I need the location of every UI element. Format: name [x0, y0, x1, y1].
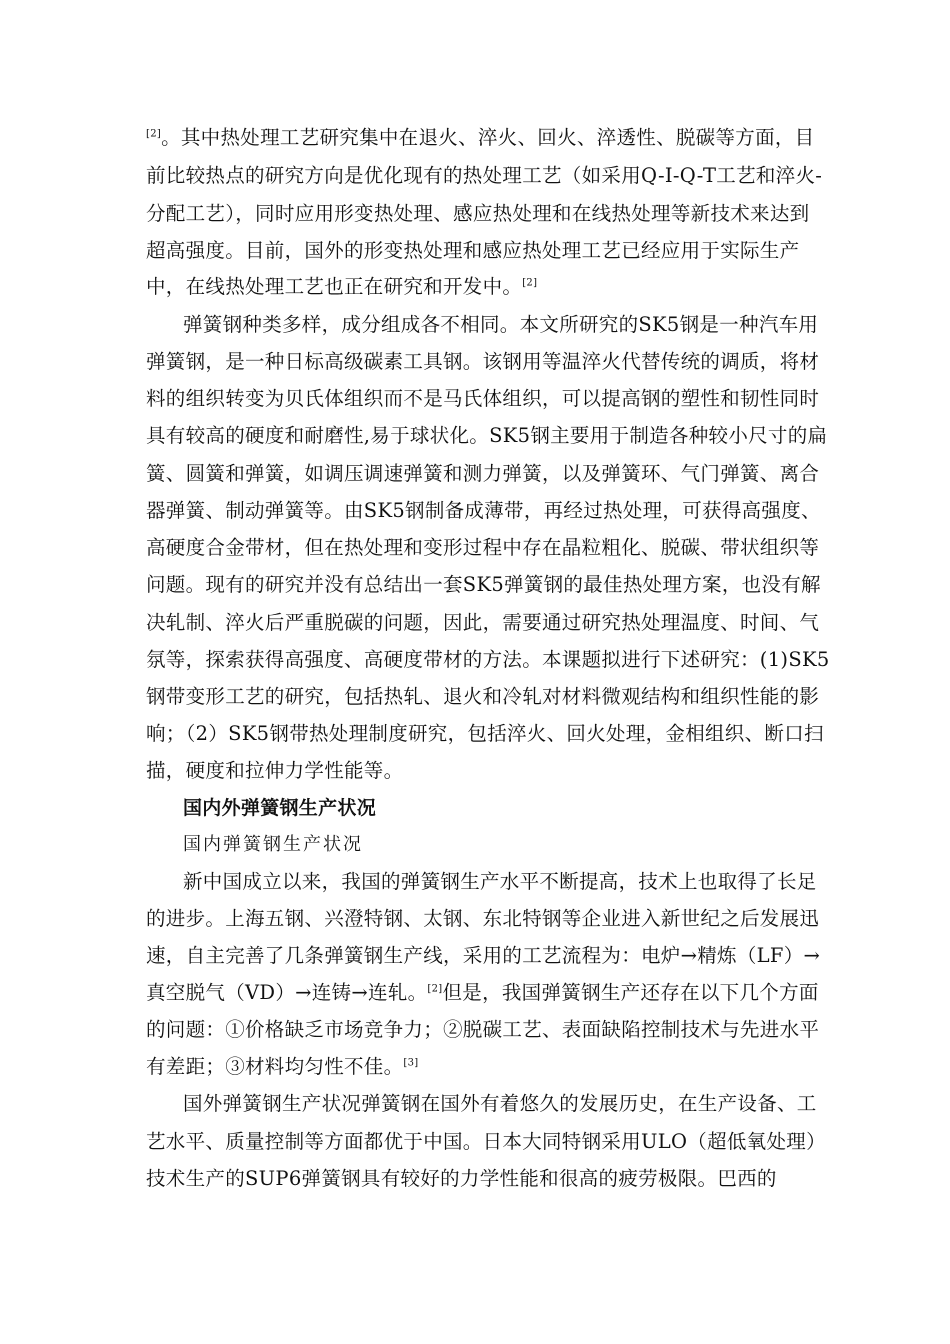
text-line: 艺水平、质量控制等方面都优于中国。日本大同特钢采用ULO（超低氧处理） — [146, 1130, 826, 1153]
citation-ref[interactable]: [2] — [522, 277, 538, 289]
text-line: [2]。其中热处理工艺研究集中在退火、淬火、回火、淬透性、脱碳等方面，目 — [146, 126, 815, 149]
text-line: 的进步。上海五钢、兴澄特钢、太钢、东北特钢等企业进入新世纪之后发展迅 — [146, 907, 820, 930]
text-line: 问题。现有的研究并没有总结出一套SK5弹簧钢的最佳热处理方案，也没有解 — [146, 573, 821, 596]
text-line: 响；（2）SK5钢带热处理制度研究，包括淬火、回火处理，金相组织、断口扫 — [146, 722, 824, 745]
text-line: 真空脱气（VD）→连铸→连轧。[2]但是，我国弹簧钢生产还存在以下几个方面 — [146, 981, 819, 1004]
text-line: 料的组织转变为贝氏体组织而不是马氏体组织，可以提高钢的塑性和韧性同时 — [146, 387, 820, 410]
text-line: 弹簧钢，是一种日标高级碳素工具钢。该钢用等温淬火代替传统的调质，将材 — [146, 350, 820, 373]
citation-ref[interactable]: [2] — [427, 983, 443, 995]
citation-ref[interactable]: [3] — [403, 1057, 419, 1069]
text-line: 具有较高的硬度和耐磨性,易于球状化。SK5钢主要用于制造各种较小尺寸的扁 — [146, 424, 828, 447]
text-line: 描，硬度和拉伸力学性能等。 — [146, 759, 404, 782]
text-line: 速，自主完善了几条弹簧钢生产线，采用的工艺流程为：电炉→精炼（LF）→ — [146, 944, 821, 967]
section-heading: 国内外弹簧钢生产状况 — [183, 797, 377, 819]
paragraph-first-line: 国外弹簧钢生产状况弹簧钢在国外有着悠久的发展历史，在生产设备、工 — [183, 1092, 817, 1115]
subsection-heading: 国内弹簧钢生产状况 — [183, 834, 363, 855]
text-line: 技术生产的SUP6弹簧钢具有较好的力学性能和很高的疲劳极限。巴西的 — [146, 1167, 777, 1190]
text-line: 的问题：①价格缺乏市场竞争力；②脱碳工艺、表面缺陷控制技术与先进水平 — [146, 1018, 820, 1041]
paragraph-first-line: 新中国成立以来，我国的弹簧钢生产水平不断提高，技术上也取得了长足 — [183, 870, 817, 893]
text-line: 簧、圆簧和弹簧，如调压调速弹簧和测力弹簧，以及弹簧环、气门弹簧、离合 — [146, 462, 820, 485]
text-line: 氛等，探索获得高强度、高硬度带材的方法。本课题拟进行下述研究：(1)SK5 — [146, 648, 830, 671]
text-line: 分配工艺），同时应用形变热处理、感应热处理和在线热处理等新技术来达到 — [146, 202, 810, 225]
text-line: 超高强度。目前，国外的形变热处理和感应热处理工艺已经应用于实际生产 — [146, 239, 800, 262]
text-line: 器弹簧、制动弹簧等。由SK5钢制备成薄带，再经过热处理，可获得高强度、 — [146, 499, 821, 522]
text-line: 钢带变形工艺的研究，包括热轧、退火和冷轧对材料微观结构和组织性能的影 — [146, 685, 820, 708]
text-line: 决轧制、淬火后严重脱碳的问题，因此，需要通过研究热处理温度、时间、气 — [146, 611, 820, 634]
citation-ref[interactable]: [2] — [146, 128, 162, 140]
paragraph-first-line: 弹簧钢种类多样，成分组成各不相同。本文所研究的SK5钢是一种汽车用 — [183, 313, 819, 336]
text-line: 高硬度合金带材，但在热处理和变形过程中存在晶粒粗化、脱碳、带状组织等 — [146, 536, 820, 559]
text-line: 前比较热点的研究方向是优化现有的热处理工艺（如采用Q-I-Q-T工艺和淬火- — [146, 164, 823, 187]
text-line: 中，在线热处理工艺也正在研究和开发中。[2] — [146, 275, 538, 298]
text-line: 有差距；③材料均匀性不佳。[3] — [146, 1055, 419, 1078]
